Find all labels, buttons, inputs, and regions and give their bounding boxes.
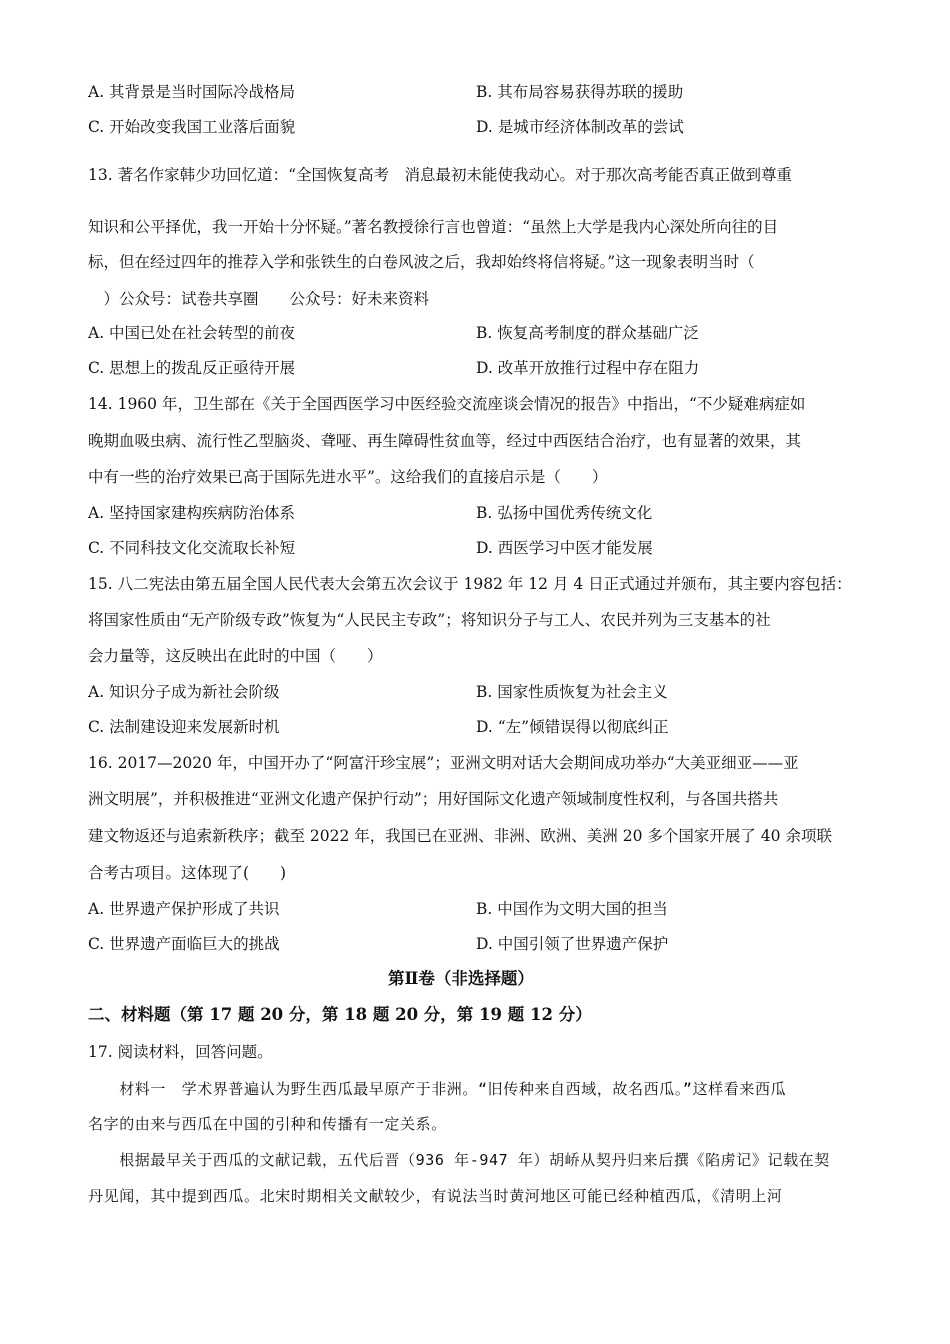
q16-stem-line: 16. 2017—2020 年，中国开办了“阿富汗珍宝展”；亚洲文明对话大会期间成功举办“大美亚细亚——亚 [88,754,799,772]
q15-stem-line: 将国家性质由“无产阶级专政”恢复为“人民民主专政”；将知识分子与工人、农民并列为三支基本的社 [88,611,771,629]
q13-stem-line: ）公众号：试卷共享圈 公众号：好未来资料 [88,290,430,308]
q14-option-a: A. 坚持国家建构疾病防治体系 [88,504,296,522]
q13-option-d: D. 改革开放推行过程中存在阻力 [476,359,700,377]
q13-stem-line: 13. 著名作家韩少功回忆道：“全国恢复高考 消息最初未能使我动心。对于那次高考能否真正做到尊重 [88,166,793,184]
q13-stem-line: 标，但在经过四年的推荐入学和张铁生的白卷风波之后，我却始终将信将疑。”这一现象表明当时（ [88,253,755,271]
q16-option-c: C. 世界遗产面临巨大的挑战 [88,935,280,953]
q14-stem-line: 14. 1960 年，卫生部在《关于全国西医学习中医经验交流座谈会情况的报告》中指出，“不少疑难病症如 [88,395,806,413]
q15-option-b: B. 国家性质恢复为社会主义 [476,683,668,701]
q13-option-a: A. 中国已处在社会转型的前夜 [88,324,296,342]
q13-option-c: C. 思想上的拨乱反正亟待开展 [88,359,296,377]
q17-material-line: 材料一 学术界普遍认为野生西瓜最早原产于非洲。“旧传种来自西域，故名西瓜。”这样看来西瓜 [88,1080,787,1098]
q12-option-b: B. 其布局容易获得苏联的援助 [476,83,684,101]
q17-material-line: 根据最早关于西瓜的文献记载，五代后晋（936 年-947 年）胡峤从契丹归来后撰《陷虏记》记载在契 [88,1151,830,1169]
q15-option-d: D. “左”倾错误得以彻底纠正 [476,718,669,736]
q14-option-c: C. 不同科技文化交流取长补短 [88,539,296,557]
q16-stem-line: 洲文明展”，并积极推进“亚洲文化遗产保护行动”；用好国际文化遗产领域制度性权利，与各国共搭共 [88,790,779,808]
q14-stem-line: 晚期血吸虫病、流行性乙型脑炎、聋哑、再生障碍性贫血等，经过中西医结合治疗，也有显著的效果，其 [88,432,802,450]
q16-option-d: D. 中国引领了世界遗产保护 [476,935,669,953]
q17-material-line: 丹见闻，其中提到西瓜。北宋时期相关文献较少，有说法当时黄河地区可能已经种植西瓜，《清明上河 [88,1187,783,1205]
q12-option-d: D. 是城市经济体制改革的尝试 [476,118,684,136]
part2-title: 第Ⅱ卷（非选择题） [388,969,534,988]
q14-option-d: D. 西医学习中医才能发展 [476,539,653,557]
q16-option-b: B. 中国作为文明大国的担当 [476,900,668,918]
q15-stem-line: 会力量等，这反映出在此时的中国（ ） [88,647,383,665]
q15-option-c: C. 法制建设迎来发展新时机 [88,718,280,736]
q16-stem-line: 合考古项目。这体现了( ) [88,864,287,882]
section-heading: 二、材料题（第 17 题 20 分，第 18 题 20 分，第 19 题 12 分） [88,1005,592,1024]
q16-option-a: A. 世界遗产保护形成了共识 [88,900,280,918]
q12-option-a: A. 其背景是当时国际冷战格局 [88,83,296,101]
q16-stem-line: 建文物返还与追索新秩序；截至 2022 年，我国已在亚洲、非洲、欧洲、美洲 20 多个国家开展了 40 余项联 [88,827,832,845]
q15-stem-line: 15. 八二宪法由第五届全国人民代表大会第五次会议于 1982 年 12 月 4 日正式通过并颁布，其主要内容包括： [88,575,852,593]
q15-option-a: A. 知识分子成为新社会阶级 [88,683,280,701]
q14-stem-line: 中有一些的治疗效果已高于国际先进水平”。这给我们的直接启示是（ ） [88,468,608,486]
q13-stem-line: 知识和公平择优，我一开始十分怀疑。”著名教授徐行言也曾道：“虽然上大学是我内心深处所向往的目 [88,218,779,236]
q17-prompt: 17. 阅读材料，回答问题。 [88,1043,273,1061]
q17-material-line: 名字的由来与西瓜在中国的引种和传播有一定关系。 [88,1115,447,1133]
q12-option-c: C. 开始改变我国工业落后面貌 [88,118,296,136]
q14-option-b: B. 弘扬中国优秀传统文化 [476,504,653,522]
q13-option-b: B. 恢复高考制度的群众基础广泛 [476,324,699,342]
